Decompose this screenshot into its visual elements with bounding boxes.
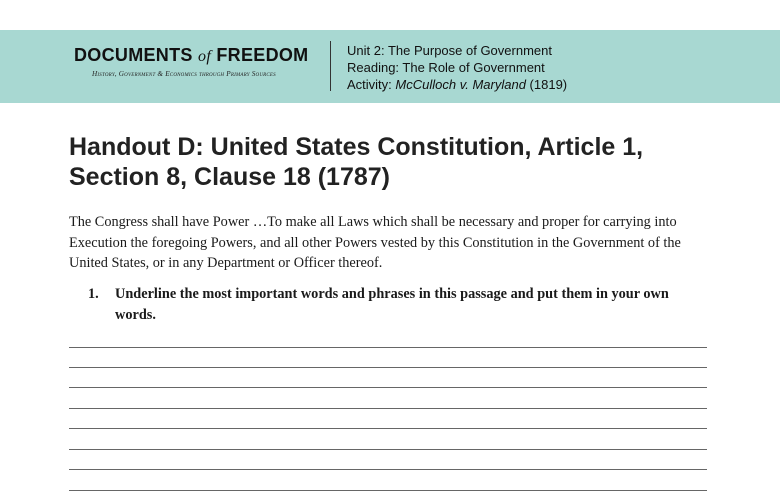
brand-subtitle: History, Government & Economics through Primary Sources: [92, 70, 276, 78]
question-number: 1.: [88, 286, 99, 302]
question-text: Underline the most important words and phrases in this passage and put them in your own words.: [115, 286, 669, 323]
activity-prefix: Activity:: [347, 77, 396, 92]
brand-word-of: of: [198, 48, 212, 65]
header-divider: [330, 41, 331, 91]
activity-label: [347, 76, 567, 93]
constitution-passage: The Congress shall have Power …To make all Laws which shall be necessary and proper for carrying into Execution the foregoing Powers, and all other Powers vested by this Constitution in the Government of the United States, or in any Department or Officer thereof.: [69, 214, 681, 271]
answer-line[interactable]: [69, 449, 707, 450]
activity-case: McCulloch v. Maryland: [395, 77, 526, 92]
brand-word-freedom: FREEDOM: [216, 45, 309, 65]
answer-line[interactable]: [69, 387, 707, 388]
brand-word-documents: DOCUMENTS: [74, 45, 193, 65]
unit-label: Unit 2: The Purpose of Government: [347, 43, 552, 58]
answer-line[interactable]: [69, 367, 707, 368]
brand-logo: [74, 44, 314, 78]
answer-line[interactable]: [69, 408, 707, 409]
title-line-2: Section 8, Clause 18 (1787): [69, 163, 390, 191]
answer-line[interactable]: [69, 490, 707, 491]
title-line-1: Handout D: United States Constitution, Article 1,: [69, 133, 644, 161]
answer-line[interactable]: [69, 428, 707, 429]
page-title: [69, 132, 729, 192]
reading-label: Reading: The Role of Government: [347, 60, 545, 75]
activity-year: (1819): [525, 77, 568, 92]
header-banner: [0, 30, 780, 103]
question-item: [88, 284, 708, 326]
answer-line[interactable]: [69, 469, 707, 470]
answer-line[interactable]: [69, 347, 707, 348]
brand-title: [74, 44, 314, 68]
unit-info: [347, 42, 567, 93]
